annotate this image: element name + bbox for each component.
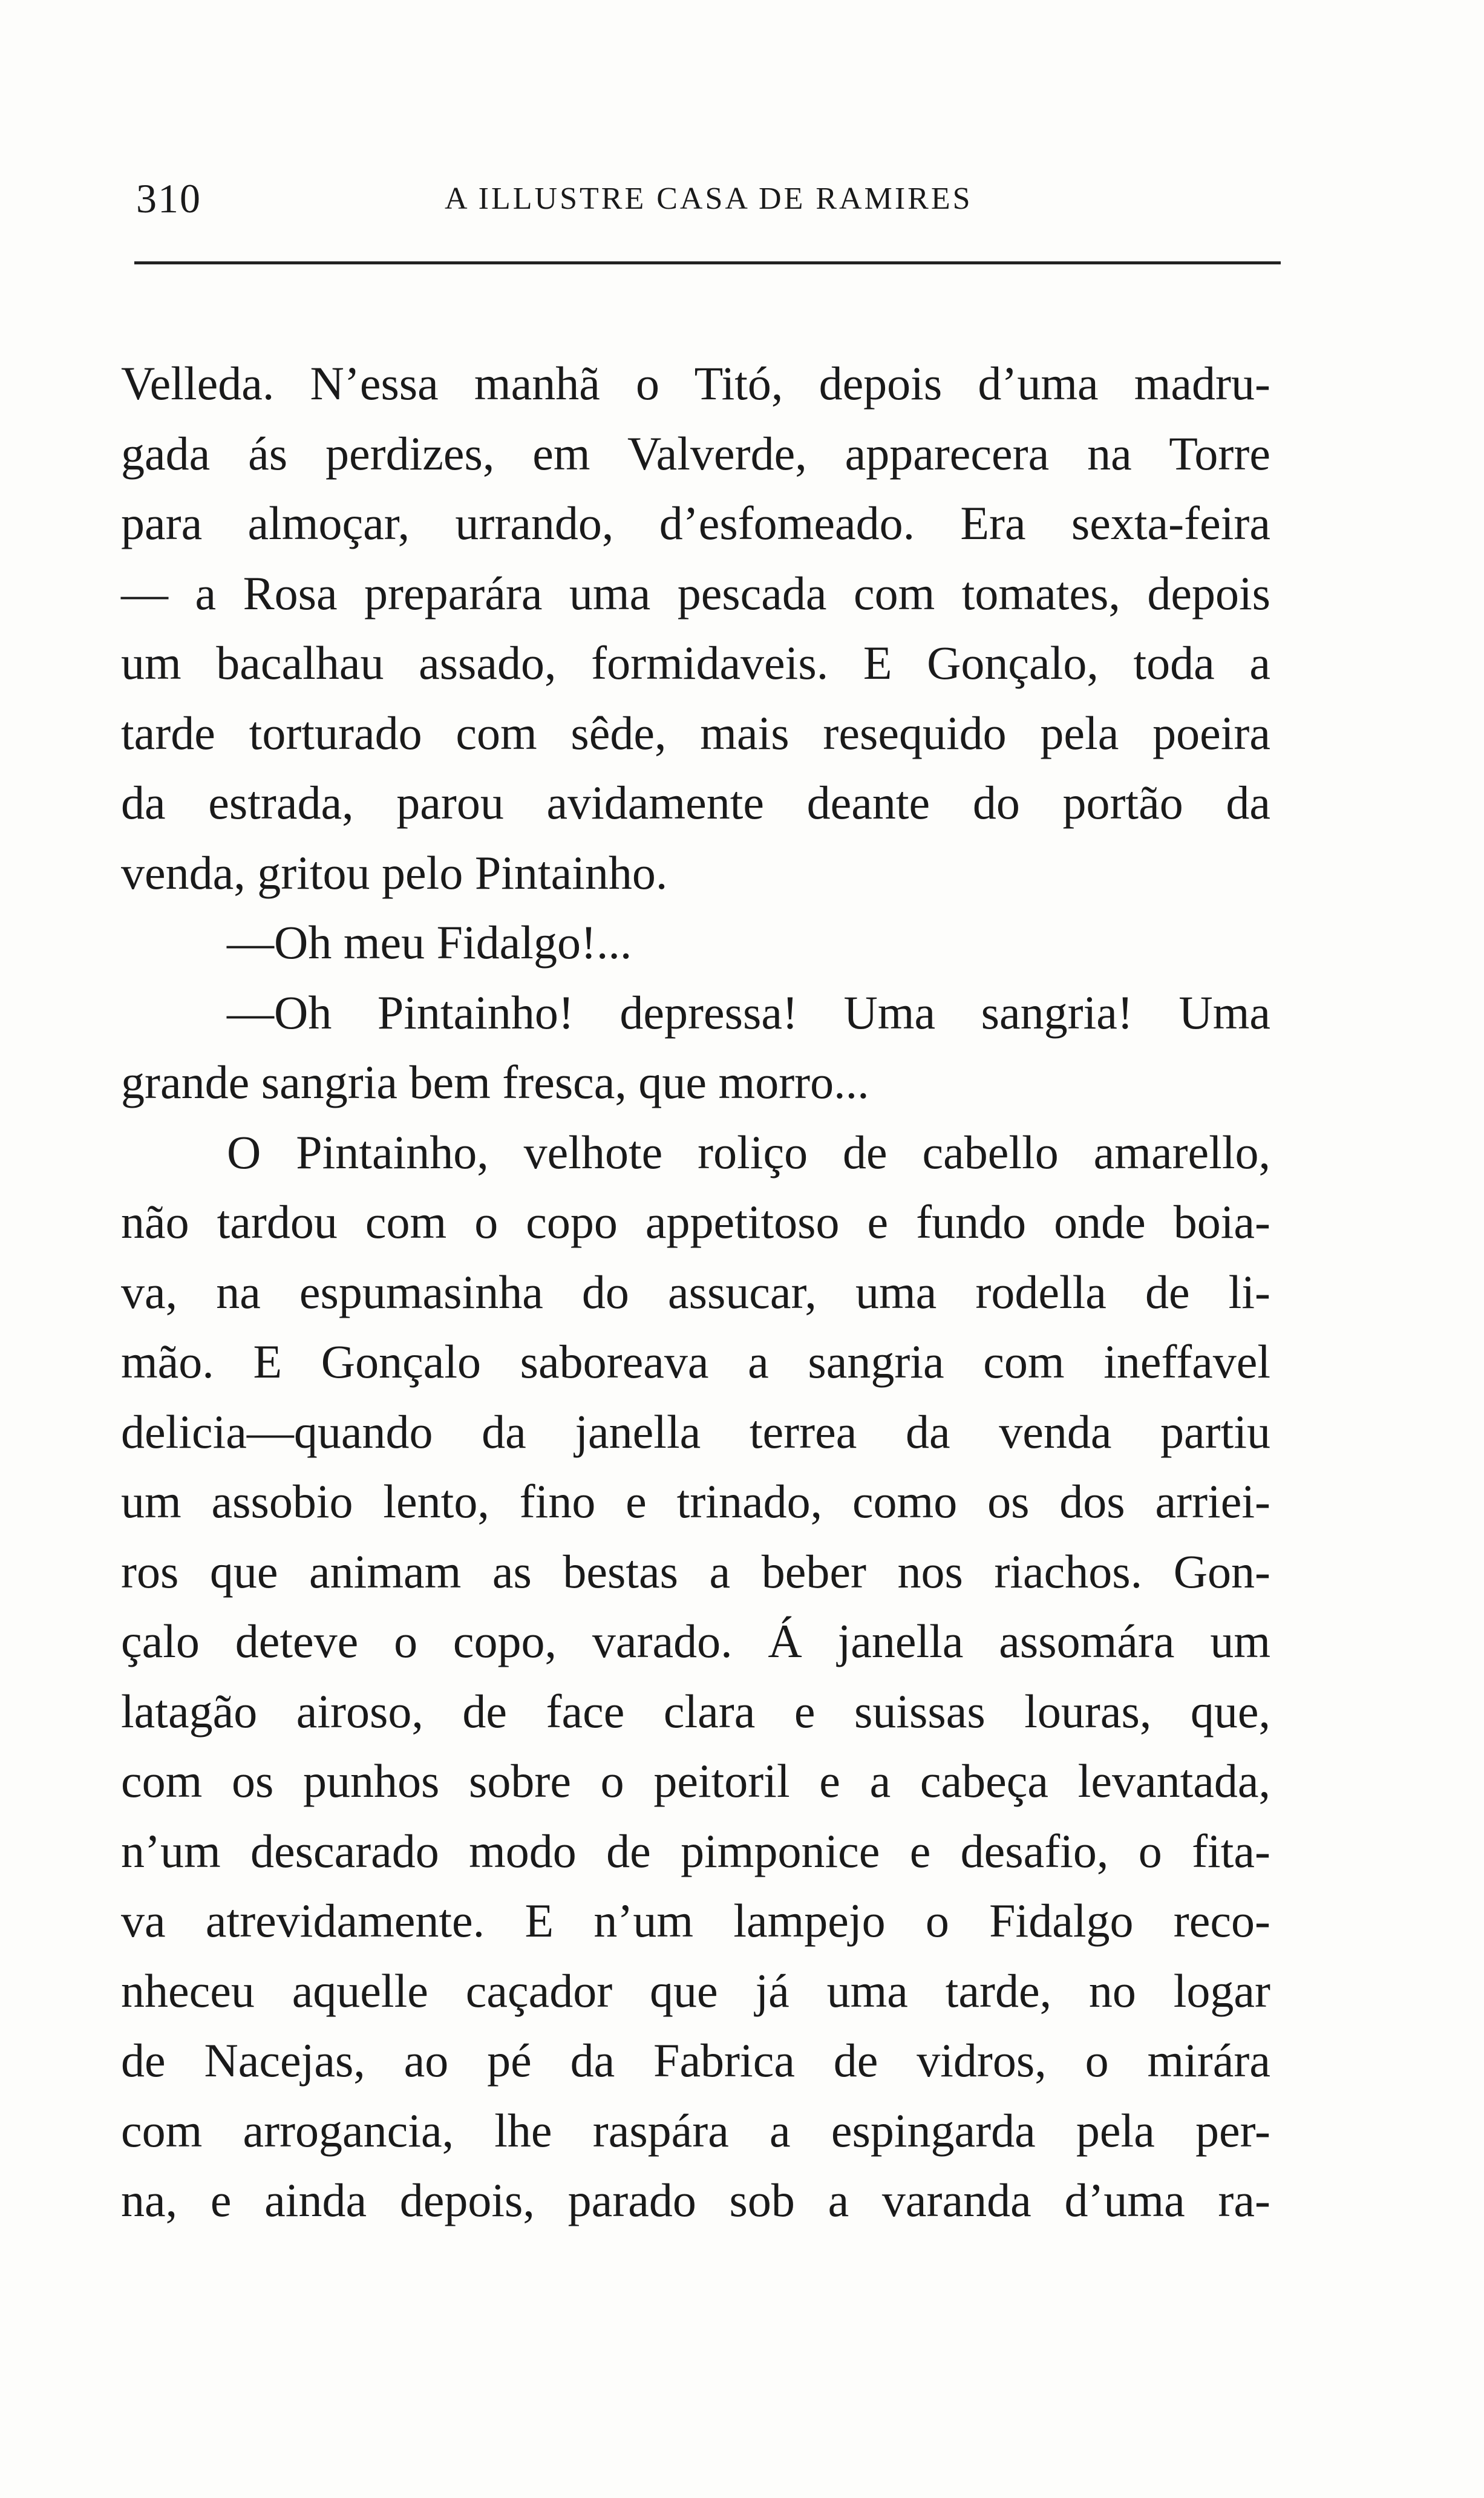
text-line: um assobio lento, fino e trinado, como os dos arriei- (121, 1475, 1270, 1528)
text-line: venda, gritou pelo Pintainho. (121, 846, 668, 899)
text-line: de Nacejas, ao pé da Fabrica de vidros, o mirára (121, 2034, 1270, 2087)
body-text (121, 348, 1270, 2235)
text-line: çalo deteve o copo, varado. Á janella assomára um (121, 1615, 1270, 1667)
text-line: va, na espumasinha do assucar, uma rodella de li- (121, 1265, 1270, 1318)
text-line: não tardou com o copo appetitoso e fundo onde boia- (121, 1195, 1270, 1248)
text-line: mão. E Gonçalo saboreava a sangria com ineffavel (121, 1335, 1270, 1388)
text-line: O Pintainho, velhote roliço de cabello amarello, (227, 1125, 1270, 1179)
text-line: grande sangria bem fresca, que morro... (121, 1056, 869, 1108)
text-line: — a Rosa preparára uma pescada com tomates, depois (121, 566, 1270, 620)
text-line: —Oh Pintainho! depressa! Uma sangria! Uma (227, 986, 1270, 1039)
text-line: um bacalhau assado, formidaveis. E Gonçalo, toda a (121, 636, 1270, 689)
text-line: delicia—quando da janella terrea da venda partiu (121, 1405, 1270, 1458)
text-line: Velleda. N’essa manhã o Titó, depois d’uma madru- (121, 357, 1270, 410)
page-number: 310 (136, 175, 201, 221)
text-line: latagão airoso, de face clara e suissas louras, que, (121, 1684, 1270, 1738)
text-line: com os punhos sobre o peitoril e a cabeça levantada, (121, 1754, 1270, 1807)
text-line: n’um descarado modo de pimponice e desafio, o fita- (121, 1824, 1270, 1877)
text-line: tarde torturado com sêde, mais resequido pela poeira (121, 706, 1270, 759)
text-line: gada ás perdizes, em Valverde, apparecera na Torre (121, 427, 1270, 480)
header-rule (134, 261, 1281, 264)
text-line: ros que animam as bestas a beber nos riachos. Gon- (121, 1545, 1270, 1598)
text-line: na, e ainda depois, parado sob a varanda d’uma ra- (121, 2174, 1270, 2226)
text-line: —Oh meu Fidalgo!... (227, 916, 632, 969)
text-line: da estrada, parou avidamente deante do portão da (121, 776, 1270, 829)
text-line: va atrevidamente. E n’um lampejo o Fidalgo reco- (121, 1894, 1270, 1947)
text-line: nheceu aquelle caçador que já uma tarde, no logar (121, 1964, 1270, 2017)
running-title: A ILLUSTRE CASA DE RAMIRES (445, 181, 973, 216)
running-head (136, 174, 1280, 223)
text-line: para almoçar, urrando, d’esfomeado. Era sexta-feira (121, 497, 1270, 549)
text-line: com arrogancia, lhe raspára a espingarda pela per- (121, 2104, 1270, 2157)
